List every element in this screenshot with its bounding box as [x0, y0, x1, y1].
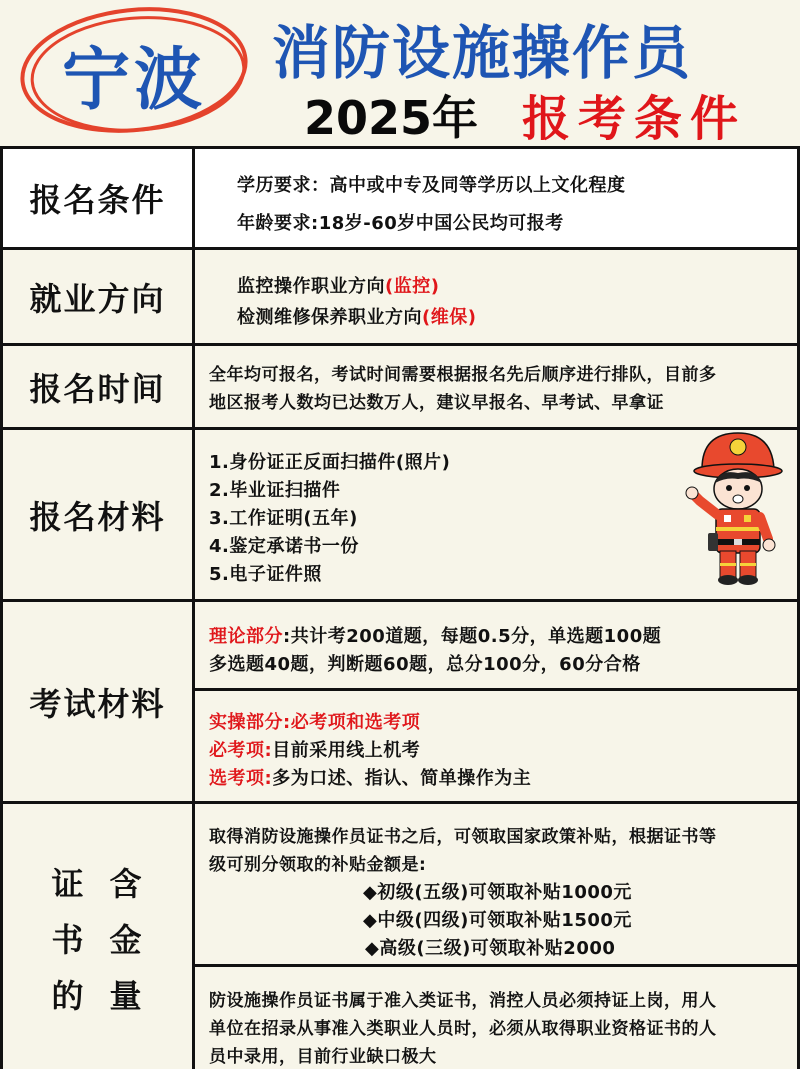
row-content — [195, 602, 800, 801]
subsidy-line-2: 级可别分领取的补贴金额是: — [209, 855, 427, 875]
time-line-2: 地区报考人数均已达数万人，建议早报名、早考试、早拿证 — [209, 393, 664, 413]
poster-header — [0, 0, 800, 145]
label-char: 金 — [109, 921, 144, 959]
value-line-3: 员中录用，目前行业缺口极大 — [209, 1047, 437, 1067]
required-text: 目前采用线上机考 — [272, 740, 421, 761]
row-registration-time — [0, 346, 800, 430]
practical-optional — [209, 764, 531, 790]
row-exam — [0, 602, 800, 804]
optional-text: 多为口述、指认、简单操作为主 — [272, 768, 532, 789]
time-line-1: 全年均可报名，考试时间需要根据报名先后顺序进行排队，目前多 — [209, 365, 717, 385]
page-title: 消防设施操作员 — [272, 19, 693, 87]
row-career — [0, 250, 800, 346]
subsidy-line-1: 取得消防设施操作员证书之后，可领取国家政策补贴，根据证书等 — [209, 827, 717, 847]
career-text: 检测维修保养职业方向 — [237, 307, 422, 328]
theory-line-2: 多选题40题，判断题60题，总分100分，60分合格 — [209, 654, 641, 675]
row-label: 报名材料 — [0, 430, 195, 599]
practical-heading: 实操部分:必考项和选考项 — [209, 712, 421, 733]
value-line-2: 单位在招录从事准入类职业人员时，必须从取得职业资格证书的人 — [209, 1019, 717, 1039]
row-certificate-value — [0, 804, 800, 1069]
career-monitoring — [237, 272, 439, 298]
optional-lead: 选考项: — [209, 768, 273, 789]
theory-lead: 理论部分 — [209, 626, 283, 647]
value-line-1: 防设施操作员证书属于准入类证书，消控人员必须持证上岗，用人 — [209, 991, 717, 1011]
row-label: 就业方向 — [0, 250, 195, 343]
theory-text: :共计考200道题，每题0.5分，单选题100题 — [283, 626, 662, 647]
city-name: 宁波 — [62, 41, 207, 120]
divider — [195, 964, 797, 967]
material-item: 5.电子证件照 — [209, 564, 322, 585]
label-column-2 — [110, 859, 144, 1017]
subsidy-item: ◆高级(三级)可领取补贴2000 — [365, 938, 616, 959]
label-char: 量 — [109, 977, 144, 1015]
career-maintenance — [237, 303, 476, 329]
row-label: 考试材料 — [0, 602, 195, 801]
label-char: 证 — [51, 865, 86, 903]
row-content — [195, 346, 800, 427]
label-column-1 — [51, 859, 85, 1017]
row-content — [195, 250, 800, 343]
material-item: 3.工作证明(五年) — [209, 508, 358, 529]
subsidy-item: ◆初级(五级)可领取补贴1000元 — [363, 882, 632, 903]
city-badge — [14, 2, 264, 142]
material-item: 2.毕业证扫描件 — [209, 480, 341, 501]
row-label — [0, 804, 195, 1069]
row-eligibility — [0, 149, 800, 250]
row-label: 报名条件 — [0, 149, 195, 247]
material-item: 4.鉴定承诺书一份 — [209, 536, 359, 557]
practical-required — [209, 736, 420, 762]
career-text: 监控操作职业方向 — [237, 276, 385, 297]
label-char: 书 — [51, 921, 86, 959]
row-label: 报名时间 — [0, 346, 195, 427]
subsidy-item: ◆中级(四级)可领取补贴1500元 — [363, 910, 632, 931]
label-char: 含 — [109, 865, 144, 903]
career-tag: (监控) — [385, 276, 440, 297]
education-requirement: 学历要求：高中或中专及同等学历以上文化程度 — [237, 175, 626, 196]
year-label: 2025年 — [304, 91, 479, 145]
label-char: 的 — [51, 977, 86, 1015]
age-requirement: 年龄要求:18岁-60岁中国公民均可报考 — [237, 213, 564, 234]
theory-line-1 — [209, 622, 661, 648]
material-item: 1.身份证正反面扫描件(照片) — [209, 452, 451, 473]
required-lead: 必考项: — [209, 740, 273, 761]
row-content — [195, 149, 800, 247]
career-tag: (维保) — [422, 307, 477, 328]
row-content — [195, 804, 800, 1069]
requirements-table — [0, 146, 800, 1069]
firefighter-illustration-icon — [680, 427, 790, 587]
subtitle: 报考条件 — [522, 91, 747, 147]
divider — [195, 688, 797, 691]
